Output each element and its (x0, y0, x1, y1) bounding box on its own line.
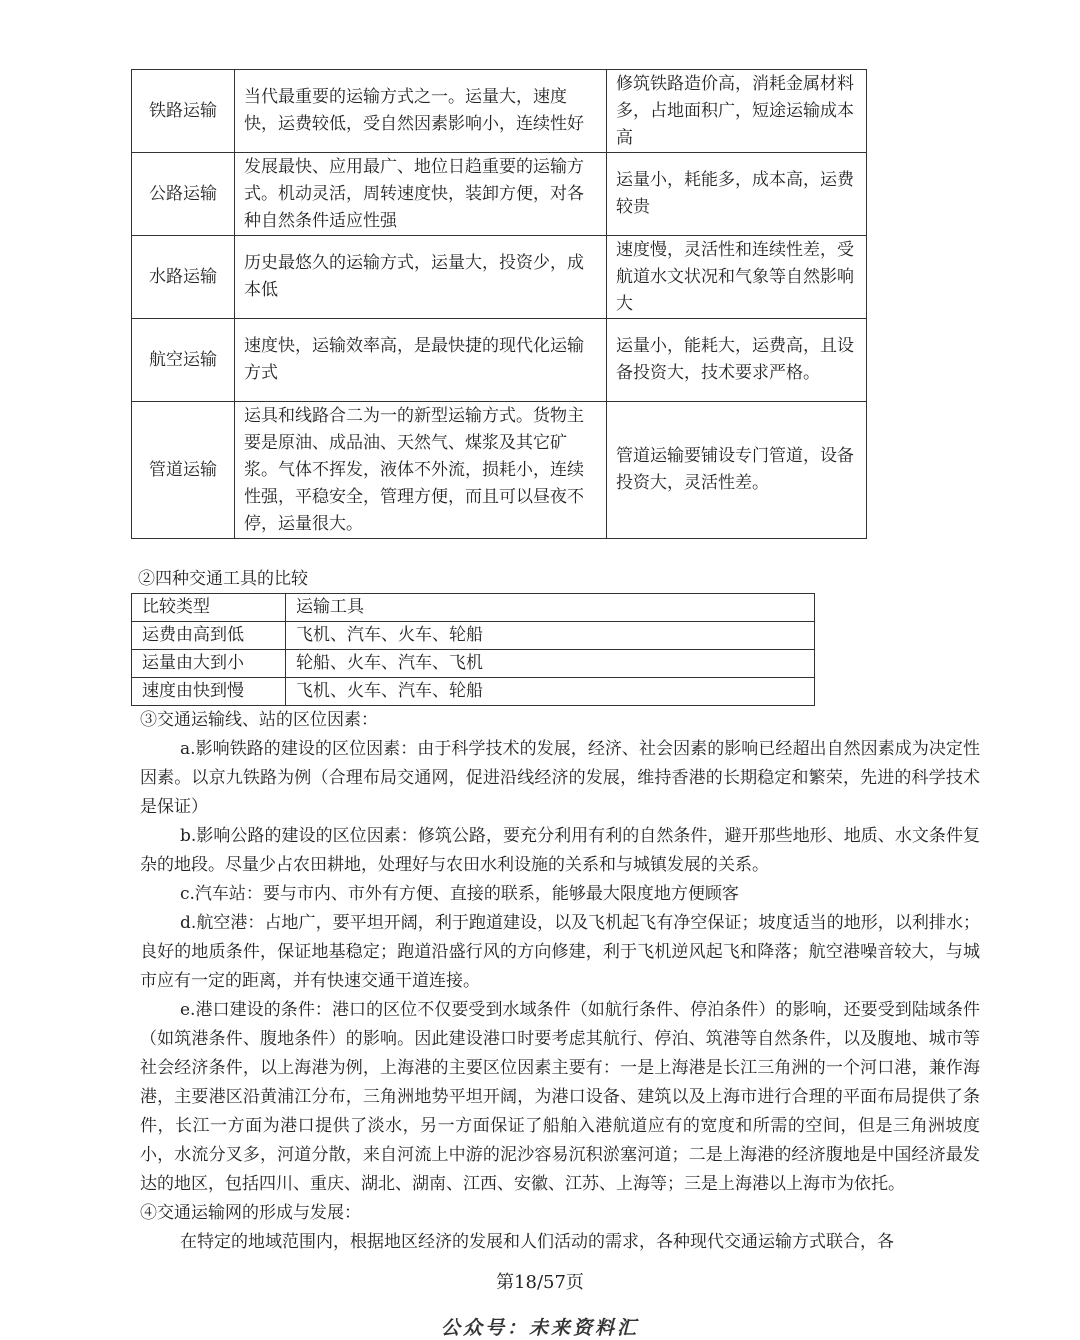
tools-cell: 飞机、汽车、火车、轮船 (286, 622, 815, 650)
transport-modes-table (131, 69, 867, 539)
comparison-type-cell: 运费由高到低 (132, 622, 286, 650)
section-heading: ④交通运输网的形成与发展： (140, 1203, 361, 1223)
disadvantages-cell: 速度慢，灵活性和连续性差，受航道水文状况和气象等自然影响大 (607, 236, 867, 319)
header-cell: 比较类型 (132, 594, 286, 622)
footer-watermark: 公众号：未来资料汇 (440, 1317, 639, 1339)
body-text (140, 706, 980, 1257)
table-header-row (132, 594, 815, 622)
table-row (132, 402, 867, 539)
table-row (132, 153, 867, 236)
advantages-cell: 历史最悠久的运输方式，运量大，投资少，成本低 (235, 236, 607, 319)
advantages-cell: 当代最重要的运输方式之一。运量大，速度快，运费较低，受自然因素影响小，连续性好 (235, 70, 607, 153)
table-row (132, 622, 815, 650)
paragraph: 在特定的地域范围内，根据地区经济的发展和人们活动的需求，各种现代交通运输方式联合，各 (180, 1232, 894, 1252)
paragraph: e.港口建设的条件：港口的区位不仅要受到水域条件（如航行条件、停泊条件）的影响，还要受到陆域条件（如筑港条件、腹地条件）的影响。因此建设港口时要考虑其航行、停泊、筑港等自然条件，以及腹地、城市等社会经济条件，以上海港为例，上海港的主要区位因素主要有：一是上海港是长江三角洲的一个河口港，兼作海港，主要港区沿黄浦江分布，三角洲地势平坦开阔，为港口设备、建筑以及上海市进行合理的平面布局提供了条件，长江一方面为港口提供了淡水，另一方面保证了船舶入港航道应有的宽度和所需的空间，但是三角洲坡度小，水流分叉多，河道分散，来自河流上中游的泥沙容易沉积淤塞河道；二是上海港的经济腹地是中国经济最发达的地区，包括四川、重庆、湖北、湖南、江西、安徽、江苏、上海等；三是上海港以上海市为依托。 (140, 1000, 980, 1194)
header-cell: 运输工具 (286, 594, 815, 622)
tools-cell: 飞机、火车、汽车、轮船 (286, 678, 815, 706)
table-row (132, 650, 815, 678)
tools-cell: 轮船、火车、汽车、飞机 (286, 650, 815, 678)
disadvantages-cell: 修筑铁路造价高，消耗金属材料多，占地面积广，短途运输成本高 (607, 70, 867, 153)
table-row (132, 70, 867, 153)
transport-type-cell: 管道运输 (132, 402, 235, 539)
disadvantages-cell: 运量小，能耗大，运费高，且设备投资大，技术要求严格。 (607, 319, 867, 402)
advantages-cell: 发展最快、应用最广、地位日趋重要的运输方式。机动灵活，周转速度快，装卸方便，对各种自然条件适应性强 (235, 153, 607, 236)
paragraph: b.影响公路的建设的区位因素：修筑公路，要充分利用有利的自然条件，避开那些地形、地质、水文条件复杂的地段。尽量少占农田耕地，处理好与农田水利设施的关系和与城镇发展的关系。 (140, 826, 980, 875)
comparison-type-cell: 运量由大到小 (132, 650, 286, 678)
disadvantages-cell: 运量小，耗能多，成本高，运费较贵 (607, 153, 867, 236)
disadvantages-cell: 管道运输要铺设专门管道，设备投资大，灵活性差。 (607, 402, 867, 539)
transport-type-cell: 水路运输 (132, 236, 235, 319)
paragraph: d.航空港：占地广，要平坦开阔，利于跑道建设，以及飞机起飞有净空保证；坡度适当的地形，以利排水；良好的地质条件，保证地基稳定；跑道沿盛行风的方向修建，利于飞机逆风起飞和降落；航空港噪音较大，与城市应有一定的距离，并有快速交通干道连接。 (140, 913, 980, 991)
advantages-cell: 运具和线路合二为一的新型运输方式。货物主要是原油、成品油、天然气、煤浆及其它矿浆。气体不挥发，液体不外流，损耗小，连续性强，平稳安全，管理方便，而且可以昼夜不停，运量很大。 (235, 402, 607, 539)
page-number: 第18/57页 (496, 1272, 584, 1293)
comparison-table (131, 593, 815, 706)
advantages-cell: 速度快，运输效率高，是最快捷的现代化运输方式 (235, 319, 607, 402)
paragraph: c.汽车站：要与市内、市外有方便、直接的联系，能够最大限度地方便顾客 (180, 884, 739, 904)
paragraph: a.影响铁路的建设的区位因素：由于科学技术的发展，经济、社会因素的影响已经超出自然因素成为决定性因素。以京九铁路为例（合理布局交通网，促进沿线经济的发展，维持香港的长期稳定和繁荣，先进的科学技术是保证） (140, 739, 980, 817)
transport-type-cell: 航空运输 (132, 319, 235, 402)
transport-type-cell: 铁路运输 (132, 70, 235, 153)
comparison-caption: ②四种交通工具的比较 (138, 569, 308, 589)
section-heading: ③交通运输线、站的区位因素： (140, 710, 378, 730)
table-row (132, 236, 867, 319)
table-row (132, 319, 867, 402)
table-row (132, 678, 815, 706)
transport-type-cell: 公路运输 (132, 153, 235, 236)
comparison-type-cell: 速度由快到慢 (132, 678, 286, 706)
